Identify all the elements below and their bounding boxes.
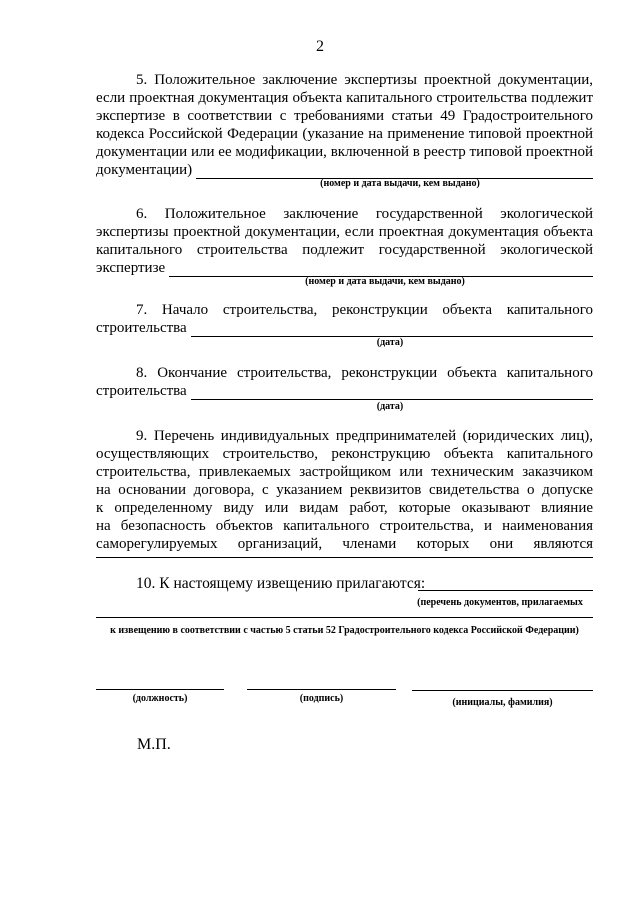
p8-line: 8. Окончание строительства, реконструкции объекта капитального (136, 365, 593, 381)
p7-line: 7. Начало строительства, реконструкции объекта капитального (136, 302, 593, 318)
name-line[interactable] (412, 690, 593, 691)
p10-caption-2: к извещению в соответствии с частью 5 статьи 52 Градостроительного кодекса Российской Федерации) (110, 625, 579, 636)
p6-line: капитального строительства подлежит государственной экологической (96, 242, 593, 258)
p6-fill-line (96, 259, 593, 277)
name-caption: (инициалы, фамилия) (452, 697, 553, 708)
p9-line: строительства, привлекаемых застройщиком или техническим заказчиком (96, 464, 593, 480)
p9-line: к определенному виду или видам работ, которые оказывают влияние (96, 500, 593, 516)
paragraph-9 (96, 427, 593, 553)
position-caption: (должность) (132, 693, 188, 704)
p7-last-word: строительства (96, 320, 187, 336)
p10-text: 10. К настоящему извещению прилагаются: (136, 575, 426, 592)
p6-caption: (номер и дата выдачи, кем выдано) (305, 276, 465, 287)
p7-blank[interactable] (191, 323, 593, 337)
signature-line[interactable] (247, 689, 396, 690)
p5-fill-line (96, 161, 593, 179)
p5-line: документации или ее модификации, включенной в реестр типовой проектной (96, 144, 593, 160)
p9-blank-line[interactable] (96, 557, 593, 558)
paragraph-8 (96, 364, 593, 400)
p9-line: осуществляющих строительство, реконструкцию объекта капитального (96, 446, 593, 462)
p6-blank[interactable] (169, 263, 593, 277)
signature-caption: (подпись) (299, 693, 344, 704)
p7-caption: (дата) (376, 337, 404, 348)
p9-line: 9. Перечень индивидуальных предпринимателей (юридических лиц), (136, 428, 593, 444)
p6-line: экспертизы проектной документации, если проектная документация объекта (96, 224, 593, 240)
p5-blank[interactable] (196, 165, 593, 179)
paragraph-6 (96, 205, 593, 277)
p9-line: саморегулируемых организаций, членами которых они являются (96, 536, 593, 552)
position-line[interactable] (96, 689, 224, 690)
p7-fill-line (96, 319, 593, 337)
paragraph-7 (96, 301, 593, 337)
p8-caption: (дата) (376, 401, 404, 412)
p5-line: 5. Положительное заключение экспертизы проектной документации, (136, 72, 593, 88)
p9-line: на безопасность объектов капитального строительства, и наименования (96, 518, 593, 534)
page-number: 2 (316, 38, 324, 55)
p8-fill-line (96, 382, 593, 400)
p10-blank[interactable] (418, 590, 593, 591)
p10-blank-2[interactable] (96, 617, 593, 618)
p5-line: кодекса Российской Федерации (указание на применение типовой проектной (96, 126, 593, 142)
p5-line: если проектная документация объекта капитального строительства подлежит (96, 90, 593, 106)
p5-line: экспертизе в соответствии с требованиями статьи 49 Градостроительного (96, 108, 593, 124)
p5-caption: (номер и дата выдачи, кем выдано) (320, 178, 480, 189)
p10-caption-1: (перечень документов, прилагаемых (417, 597, 583, 608)
p8-blank[interactable] (191, 386, 593, 400)
stamp-place: М.П. (137, 736, 171, 753)
p5-last-word: документации) (96, 162, 193, 178)
p8-last-word: строительства (96, 383, 187, 399)
p6-last-word: экспертизе (96, 260, 166, 276)
paragraph-5 (96, 71, 593, 179)
p9-line: на основании договора, с указанием реквизитов свидетельства о допуске (96, 482, 593, 498)
p6-line: 6. Положительное заключение государственной экологической (136, 206, 593, 222)
